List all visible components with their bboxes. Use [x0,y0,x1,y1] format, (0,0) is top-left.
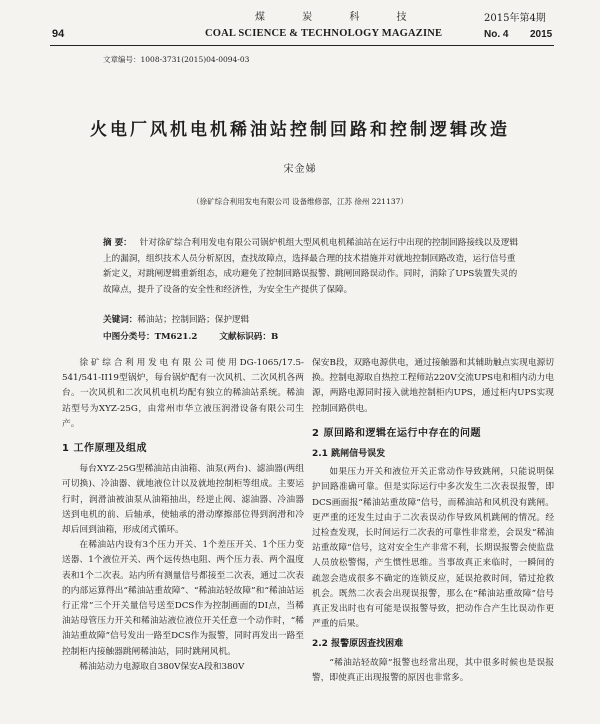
section-1-heading: 1 工作原理及组成 [62,443,147,455]
right-top-paragraph: 保安B段，双路电源供电，通过接触器和其辅助触点实现电源切换。控制电源取自热控工程师站220V交流UPS电和相内动力电源，两路电源同时接入就地控制柜内UPS，通过柜内UPS实现控制回路供电。 [312,358,554,414]
intro-paragraph: 徐矿综合利用发电有限公司使用DG-1065/17.5-541/541-II19型锅炉，每台锅炉配有一次风机、二次风机各两台。一次风机和二次风机电机均配有独立的稀油站系统。稀油站型号为XYZ-25G，由常州市华立液压润滑设备有限公司生产。 [62,358,304,429]
issue-number: No. 4 [484,29,509,40]
subsection-2-2-heading: 2.2 报警原因查找困难 [312,639,404,650]
issue-year: 2015 [530,29,553,40]
keywords-text: 稀油站；控制回路；保护逻辑 [137,315,250,325]
document-code: 文献标识码：B [219,332,279,342]
section-1-paragraph-3: 稀油站动力电源取自380V保安A段和380V [79,661,245,672]
journal-name-cn: 煤 炭 科 技 [255,12,424,23]
left-column [62,356,304,675]
page-number: 94 [52,28,65,40]
header-rule [50,45,554,46]
abstract-label: 摘 要： [103,238,132,248]
abstract [103,236,518,298]
classification [103,330,518,342]
affiliation: （徐矿综合利用发电有限公司 设备维修部，江苏 徐州 221137） [192,197,408,206]
section-1-paragraph-2: 在稀油站内设有3个压力开关、1个差压开关、1个压力变送器、1个液位开关、两个远传热电阻、两个压力表、两个温度表和1个二次表。站内所有测量信号都接至二次表，通过二次表的内部运算得出“稀油站重故障”、“稀油站轻故障”和“稀油站运行正常”三个开关量信号送至DCS作为控制画面的DI点，当稀油站母管压力开关和稀油站液位液位开关任意一个动作时，“稀油站重故障”信号发出一路至DCS作为报警，同时再发出一路至控制柜内接触器跳闸稀油站，同时跳闸风机。 [62,540,304,657]
section-2-heading: 2 原回路和逻辑在运行中存在的问题 [312,427,481,439]
subsection-2-1-heading: 2.1 跳闸信号误发 [312,449,386,460]
section-1-paragraph-1: 每台XYZ-25G型稀油站由油箱、油泵(两台)、滤油器(两组可切换)、冷油器、就地液位计以及就地控制柜等组成。主要运行时，润滑油被油泵从油箱抽出，经逆止阀、滤油器、冷油器送到电机的前、后轴承，使轴承的滑动摩擦部位得到润滑和冷却后回到油箱，形成闭式循环。 [62,464,304,536]
article-number: 文章编号：1008-3731(2015)04-0094-03 [103,55,250,64]
abstract-text: 针对徐矿综合利用发电有限公司锅炉机组大型风机电机稀油站在运行中出现的控制回路接线以及逻辑上的漏洞，组织技术人员分析原因，查找故障点，选择最合理的技术措施并对就地控制回路改造，运行信号重新定义，对跳闸逻辑重新组态，成功避免了控制回路误报警、跳闸回路误动作。同时，消除了UPS装置失灵的故障点，提升了设备的安全性和经济性，为安全生产提供了保障。 [103,238,518,295]
keywords-label: 关键词： [103,315,138,325]
paper-title: 火电厂风机电机稀油站控制回路和控制逻辑改造 [90,120,510,140]
keywords [103,313,518,325]
clc-number: 中图分类号：TM621.2 [103,332,198,342]
right-column [312,356,554,686]
subsection-2-1-text: 如果压力开关和液位开关正常动作导致跳闸，只能说明保护回路准确可靠。但是实际运行中多次发生二次表误报警，即DCS画面报“稀油站重故障”信号，而稀油站和风机没有跳闸。更严重的还发生过由于二次表误动作导致风机跳闸的情况。经过检查发现，长时间运行二次表的可靠性非常差，会误发“稀油站重故障”信号，这对安全生产非常不利，长期误报警会使监盘人员放松警惕，产生惯性思维。当事故真正来临时，一瞬间的疏忽会造成很多不确定的连锁反应，延误抢救时间，错过抢救机会。既然二次表会出现误报警，那么在“稀油站重故障”信号真正发出时也有可能是误报警导致，把动作合产生比误动作更严重的后果。 [312,467,554,630]
subsection-2-2-text: “稀油站轻故障”报警也经常出现，其中很多时候也是误报警，即使真正出现报警的原因也非常多。 [312,657,554,683]
year-issue: 2015年第4期 [484,13,546,24]
author: 宋金娣 [283,164,317,175]
journal-name-en: COAL SCIENCE & TECHNOLOGY MAGAZINE [205,28,443,39]
